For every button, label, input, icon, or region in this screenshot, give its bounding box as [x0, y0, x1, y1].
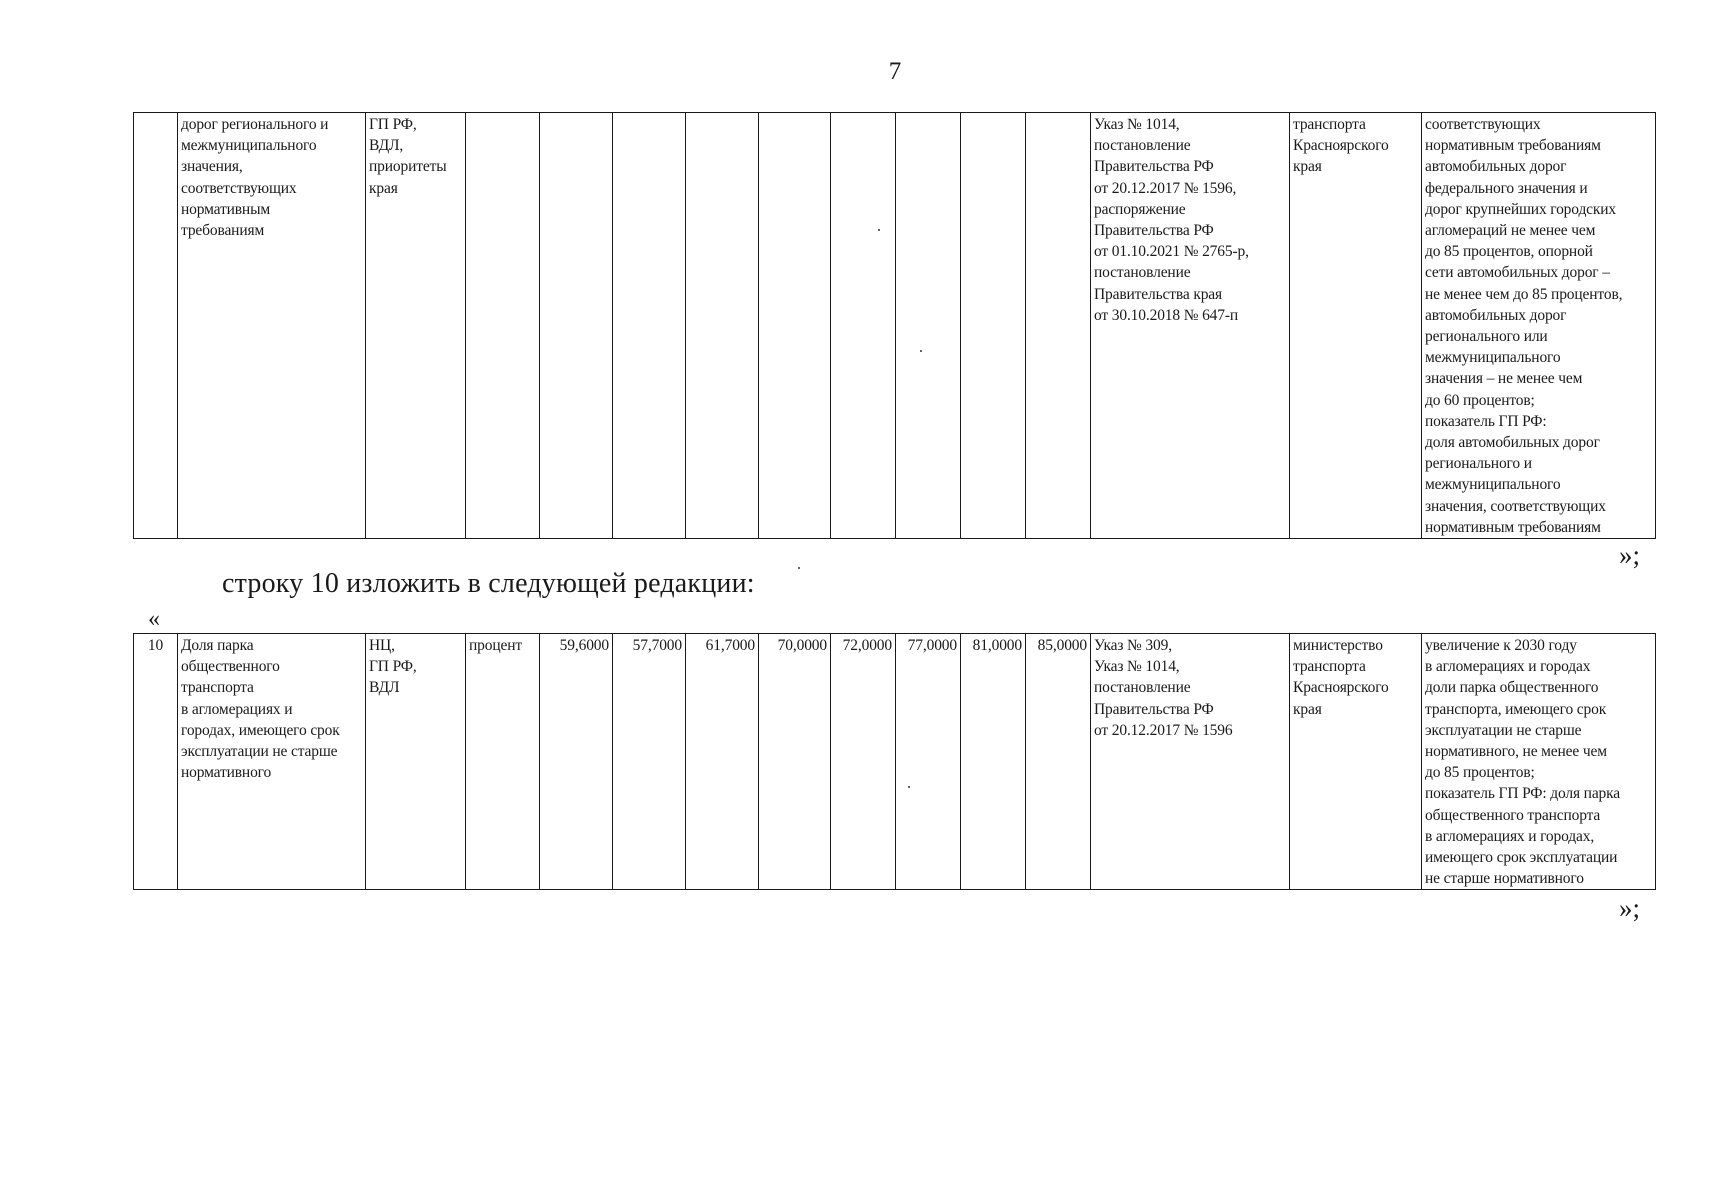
scan-speck [908, 786, 910, 788]
indicator-cell [178, 634, 366, 890]
level-text: ГП РФ, ВДЛ, приоритеты края [369, 116, 447, 197]
value-cell [540, 634, 613, 890]
value-text: 81,0000 [972, 637, 1022, 654]
value-cell [1026, 113, 1091, 539]
unit-text: процент [469, 637, 522, 654]
row-index: 10 [147, 637, 164, 654]
value-cell [686, 634, 759, 890]
page-number: 7 [888, 58, 902, 85]
closing-quote: »; [1618, 893, 1640, 923]
link-cell [1422, 113, 1656, 539]
level-text: НЦ, ГП РФ, ВДЛ [369, 637, 417, 697]
row-index-cell [134, 113, 178, 539]
link-text: соответствующих нормативным требованиям автомобильных дорог федерального значения и дорог крупнейших городских агломераций не менее чем до 85 процентов, опорной сети автомобильных дорог – не менее чем до 85 процентов, автомобильных дорог регионального или межмуниципального значения – не менее чем до 60 процентов; показатель ГП РФ: доля автомобильных дорог регионального и межмуниципального значения, соответствующих нормативным требованиям [1425, 116, 1623, 536]
closing-quote: »; [1618, 540, 1640, 570]
value-text: 57,7000 [632, 637, 682, 654]
basis-cell [1091, 634, 1290, 890]
value-cell [831, 113, 896, 539]
value-text: 72,0000 [842, 637, 892, 654]
value-cell [1026, 634, 1091, 890]
indicator-text: Доля парка общественного транспорта в агломерациях и городах, имеющего срок эксплуатации не старше нормативного [181, 637, 340, 782]
row-index-cell [134, 634, 178, 890]
value-cell [759, 113, 831, 539]
indicators-table-continuation [133, 112, 1656, 539]
link-text: увеличение к 2030 году в агломерациях и городах доли парка общественного транспорта, имеющего срок эксплуатации не старше нормативного, не менее чем до 85 процентов; показатель ГП РФ: доля парка общественного транспорта в агломерациях и городах, имеющего срок эксплуатации не старше нормативного [1425, 637, 1621, 888]
table-row [134, 113, 1656, 539]
value-text: 59,6000 [559, 637, 609, 654]
amendment-instruction: строку 10 изложить в следующей редакции: [222, 568, 755, 599]
link-cell [1422, 634, 1656, 890]
responsible-cell [1290, 634, 1422, 890]
value-cell [961, 634, 1026, 890]
responsible-cell [1290, 113, 1422, 539]
responsible-text: министерство транспорта Красноярского края [1293, 637, 1389, 718]
value-cell [759, 634, 831, 890]
basis-text: Указ № 1014, постановление Правительства РФ от 20.12.2017 № 1596, распоряжение Правительства РФ от 01.10.2021 № 2765-р, постановление Правительства края от 30.10.2018 № 647-п [1094, 116, 1249, 324]
value-cell [961, 113, 1026, 539]
scan-speck [798, 567, 800, 569]
level-cell [366, 634, 466, 890]
value-cell [831, 634, 896, 890]
table-row [134, 634, 1656, 890]
responsible-text: транспорта Красноярского края [1293, 116, 1389, 176]
indicator-cell [178, 113, 366, 539]
value-cell [896, 634, 961, 890]
basis-text: Указ № 309, Указ № 1014, постановление Правительства РФ от 20.12.2017 № 1596 [1094, 637, 1233, 739]
value-cell [613, 113, 686, 539]
scan-speck [878, 229, 880, 231]
value-text: 61,7000 [705, 637, 755, 654]
indicators-table-row-10 [133, 633, 1656, 890]
value-cell [686, 113, 759, 539]
basis-cell [1091, 113, 1290, 539]
value-text: 77,0000 [907, 637, 957, 654]
indicator-text: дорог регионального и межмуниципального значения, соответствующих нормативным требованиям [181, 116, 329, 240]
value-cell [540, 113, 613, 539]
unit-cell [466, 634, 540, 890]
value-cell [613, 634, 686, 890]
value-text: 70,0000 [777, 637, 827, 654]
opening-quote: « [148, 606, 160, 632]
level-cell [366, 113, 466, 539]
value-text: 85,0000 [1037, 637, 1087, 654]
unit-cell [466, 113, 540, 539]
value-cell [896, 113, 961, 539]
scan-speck [920, 350, 922, 352]
